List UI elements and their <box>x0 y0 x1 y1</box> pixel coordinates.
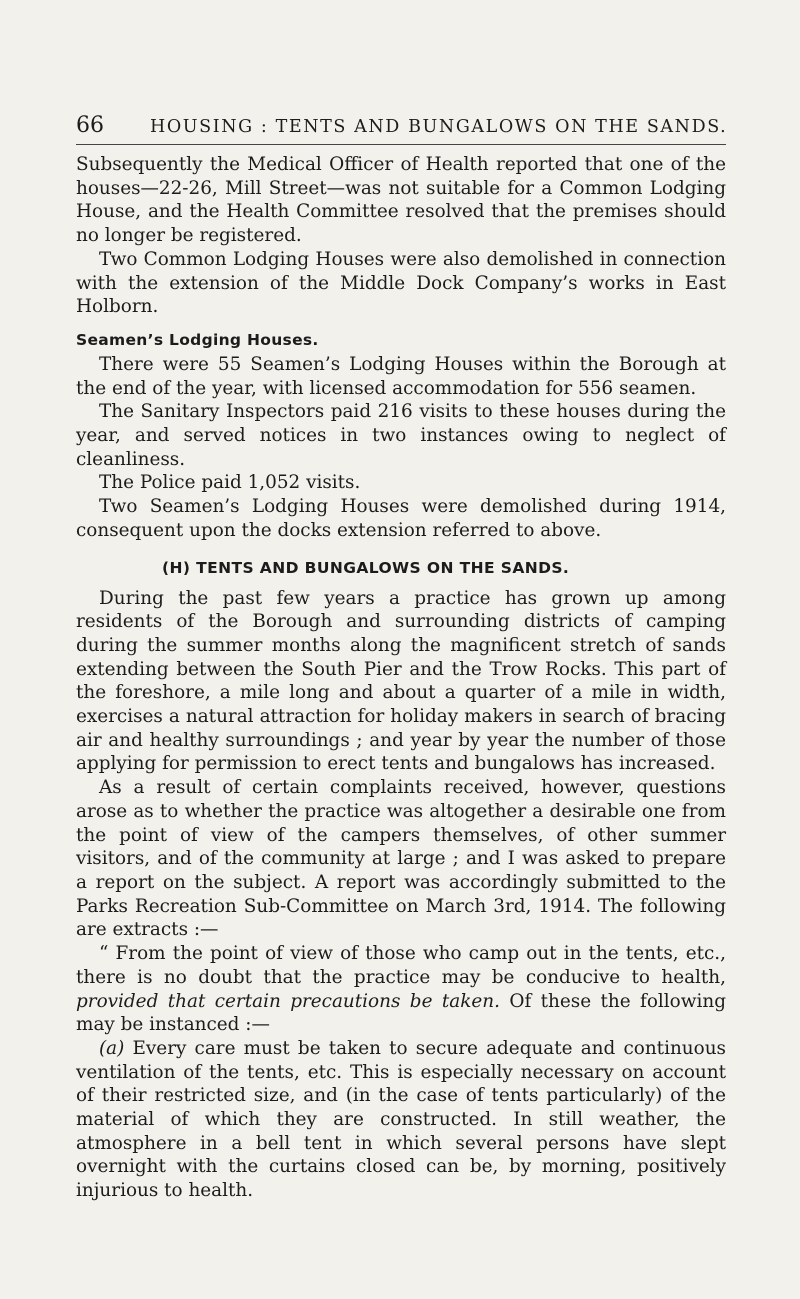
paragraph-sanitary-inspectors: The Sanitary Inspectors paid 216 visits to these houses during the year, and served notices in two instances owing to neglect of cleanliness. <box>76 401 726 470</box>
extract-intro-start: “ From the point of view of those who camp out in the tents, etc., there is no doubt that the practice may be conducive to health, <box>76 943 726 988</box>
paragraph-seamen-count: There were 55 Seamen’s Lodging Houses within the Borough at the end of the year, with licensed accommodation for 556 seamen. <box>76 353 726 399</box>
paragraph-ventilation <box>76 1037 726 1203</box>
extract-intro-end: Of these the following may be instanced :— <box>76 990 726 1036</box>
paragraph-middle-dock: Two Common Lodging Houses were also demolished in connection with the extension of the Middle Dock Company’s works in East Holborn. <box>76 248 726 318</box>
paragraph-camping-practice: During the past few years a practice has grown up among residents of the Borough and surrounding districts of camping during the summer months along the magnificent stretch of sands extending between the South Pier and the Trow Rocks. This part of the foreshore, a mile long and about a quarter of a mile in width, exercises a natural attraction for holiday makers in search of bracing air and healthy surroundings ; and year by year the number of those applying for permission to erect tents and bungalows has increased. <box>76 587 726 775</box>
page-number: 66 <box>76 113 104 138</box>
header-rule <box>76 144 726 145</box>
seamen-lodging-heading: Seamen’s Lodging Houses. <box>76 330 319 349</box>
paragraph-police-visits: The Police paid 1,052 visits. <box>99 472 361 494</box>
running-title: HOUSING : TENTS AND BUNGALOWS ON THE SANDS. <box>150 117 728 137</box>
paragraph-demolished: Two Seamen’s Lodging Houses were demolished during 1914, consequent upon the docks extension referred to above. <box>76 496 726 541</box>
ventilation-text: Every care must be taken to secure adequate and continuous ventilation of the tents, etc. This is especially necessary on account of their restricted size, and (in the case of tents particularly) of the material of which they are constructed. In still weather, the atmosphere in a bell tent in which several persons have slept overnight with the curtains closed can be, by morning, positively injurious to health. <box>76 1037 726 1202</box>
paragraph-mill-street: Subsequently the Medical Officer of Health reported that one of the houses—22-26, Mill Street—was not suitable for a Common Lodging House, and the Health Committee resolved that the premises should no longer be registered. <box>76 154 726 247</box>
running-header <box>76 112 726 142</box>
body-text <box>76 153 726 1203</box>
section-heading-tents: (H) TENTS AND BUNGALOWS ON THE SANDS. <box>162 558 570 577</box>
paragraph-extract-intro <box>76 942 726 1037</box>
extract-intro-italic: provided that certain precautions be taken. <box>76 990 500 1012</box>
paragraph-complaints-report: As a result of certain complaints received, however, questions arose as to whether the practice was altogether a desirable one from the point of view of the campers themselves, of other summer visitors, and of the community at large ; and I was asked to prepare a report on the subject. A report was accordingly submitted to the Parks Recreation Sub-Committee on March 3rd, 1914. The following are extracts :— <box>76 777 726 941</box>
item-label-a: (a) <box>99 1037 125 1059</box>
